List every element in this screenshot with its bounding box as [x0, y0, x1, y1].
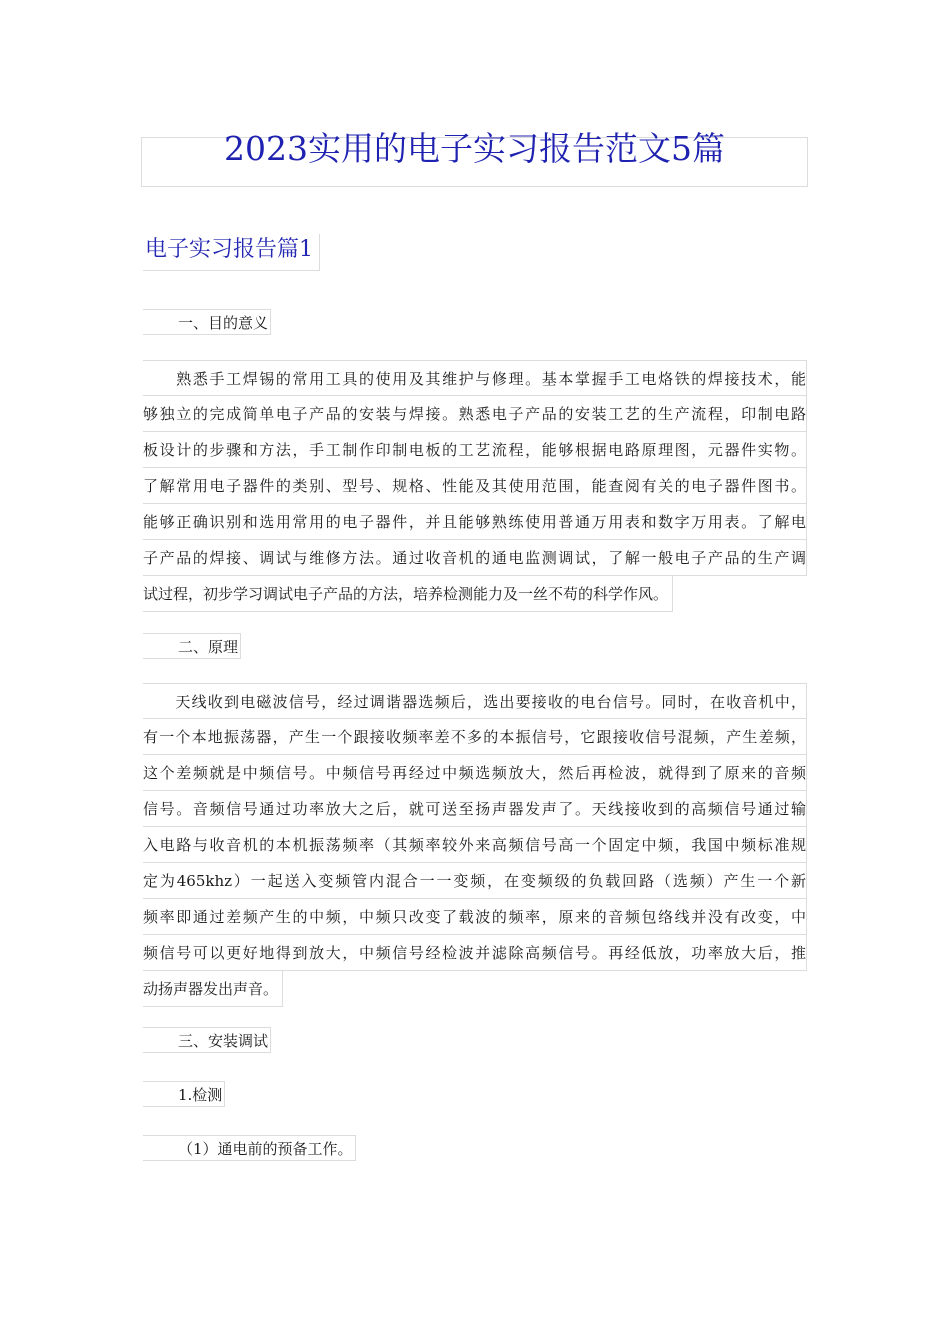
heading-purpose-text: 一、目的意义: [178, 314, 269, 332]
para2-line: 这个差频就是中频信号。中频信号再经过中频选频放大，然后再检波，就得到了原来的音频: [143, 755, 807, 791]
para2-line: 定为465khz）一起送入变频管内混合一一变频，在变频级的负载回路（选频）产生一个新: [143, 863, 807, 899]
para2-line: 天线收到电磁波信号，经过调谐器选频后，选出要接收的电台信号。同时，在收音机中，: [143, 683, 807, 719]
para2-line: 动扬声器发出声音。: [143, 971, 283, 1007]
heading-preparation-text: （1）通电前的预备工作。: [178, 1140, 353, 1158]
heading-purpose: [143, 309, 271, 335]
para1-line: 够独立的完成简单电子产品的安装与焊接。熟悉电子产品的安装工艺的生产流程，印制电路: [143, 396, 807, 432]
para1-line: 熟悉手工焊锡的常用工具的使用及其维护与修理。基本掌握手工电烙铁的焊接技术，能: [143, 360, 807, 396]
heading-principle-text: 二、原理: [178, 638, 239, 656]
para1-line: 子产品的焊接、调试与维修方法。通过收音机的通电监测调试，了解一般电子产品的生产调: [143, 540, 807, 576]
heading-detection-text: 1.检测: [178, 1086, 223, 1104]
para1-line: 板设计的步骤和方法，手工制作印制电板的工艺流程，能够根据电路原理图，元器件实物。: [143, 432, 807, 468]
para2-line: 频信号可以更好地得到放大，中频信号经检波并滤除高频信号。再经低放，功率放大后，推: [143, 935, 807, 971]
heading-detection: [143, 1081, 225, 1107]
heading-installation-text: 三、安装调试: [178, 1032, 269, 1050]
para2-line: 信号。音频信号通过功率放大之后，就可送至扬声器发声了。天线接收到的高频信号通过输: [143, 791, 807, 827]
para1-line: 能够正确识别和选用常用的电子器件，并且能够熟练使用普通万用表和数字万用表。了解电: [143, 504, 807, 540]
heading-preparation: [143, 1135, 356, 1161]
document-title: 2023实用的电子实习报告范文5篇: [224, 129, 725, 168]
heading-installation: [143, 1027, 271, 1053]
para2-line: 频率即通过差频产生的中频，中频只改变了载波的频率，原来的音频包络线并没有改变，中: [143, 899, 807, 935]
section-title: 电子实习报告篇1: [143, 234, 320, 271]
paragraph-principle: [143, 683, 807, 1007]
paragraph-purpose: [143, 360, 807, 612]
para2-line: 有一个本地振荡器，产生一个跟接收频率差不多的本振信号，它跟接收信号混频，产生差频，: [143, 719, 807, 755]
para1-line: 试过程，初步学习调试电子产品的方法，培养检测能力及一丝不苟的科学作风。: [143, 576, 673, 612]
para1-line: 了解常用电子器件的类别、型号、规格、性能及其使用范围，能查阅有关的电子器件图书。: [143, 468, 807, 504]
para2-line: 入电路与收音机的本机振荡频率（其频率较外来高频信号高一个固定中频，我国中频标准规: [143, 827, 807, 863]
heading-principle: [143, 633, 241, 659]
